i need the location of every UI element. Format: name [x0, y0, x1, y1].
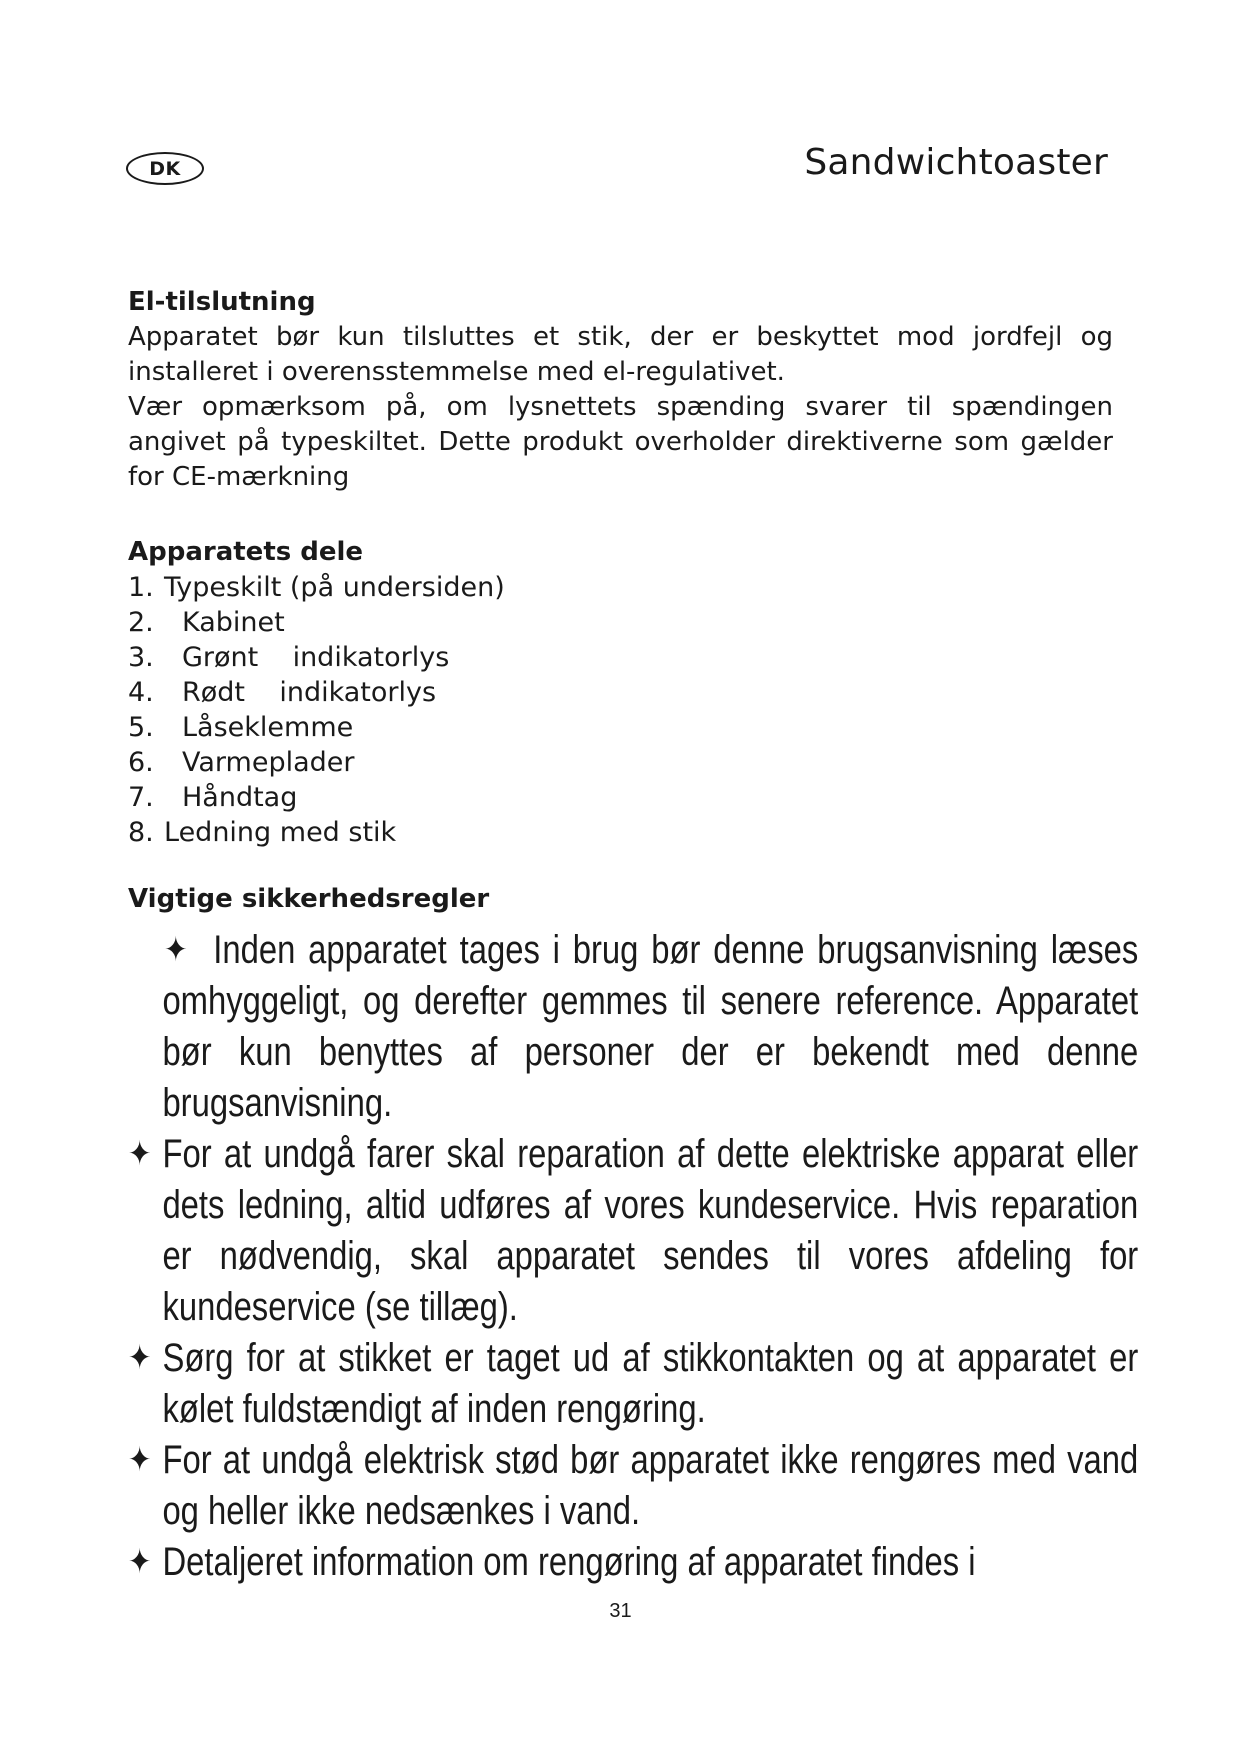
star-bullet-icon: ✦	[128, 1135, 152, 1173]
country-badge: DK	[126, 152, 204, 185]
star-bullet-icon: ✦	[128, 1441, 152, 1479]
safety-rule: ✦ For at undgå farer skal reparation af dette elektriske apparat eller dets ledning, altid udføres af vores kundeservice. Hvis reparation er nødvendig, skal apparatet sendes til vores afdeling for kundeservice (se tillæg).	[128, 1129, 1138, 1333]
list-item: 3. Grønt indikatorlys	[128, 642, 450, 673]
list-item: 4. Rødt indikatorlys	[128, 677, 437, 708]
list-item: 2. Kabinet	[128, 607, 285, 638]
paragraph-voltage: Vær opmærksom på, om lysnettets spænding svarer til spændingen angivet på typeskiltet. Dette produkt overholder direktiverne som gælder for CE-mærkning	[128, 392, 1113, 492]
list-item: 1. Typeskilt (på undersiden)	[128, 572, 505, 603]
section-sikkerhed-heading	[128, 882, 1113, 917]
star-bullet-icon: ✦	[164, 931, 188, 969]
list-item: 5. Låseklemme	[128, 712, 354, 743]
heading-sikkerhedsregler: Vigtige sikkerhedsregler	[128, 884, 490, 914]
parts-list	[128, 570, 1113, 850]
paragraph-connection: Apparatet bør kun tilsluttes et stik, der er beskyttet mod jordfejl og installeret i overensstemmelse med el-regulativet.	[128, 322, 1113, 387]
page-number: 31	[609, 1600, 632, 1622]
safety-rules-list	[128, 925, 1139, 1588]
safety-rule: ✦ Detaljeret information om rengøring af apparatet findes i	[128, 1537, 1138, 1588]
safety-rule: ✦ For at undgå elektrisk stød bør apparatet ikke rengøres med vand og heller ikke nedsænkes i vand.	[128, 1435, 1138, 1537]
section-el-tilslutning	[128, 285, 1113, 495]
safety-rule: ✦ Sørg for at stikket er taget ud af stikkontakten og at apparatet er kølet fuldstændigt af inden rengøring.	[128, 1333, 1138, 1435]
section-apparatets-dele	[128, 535, 1113, 850]
heading-el-tilslutning: El-tilslutning	[128, 287, 316, 317]
star-bullet-icon: ✦	[128, 1543, 152, 1581]
list-item: 6. Varmeplader	[128, 747, 355, 778]
list-item: 7. Håndtag	[128, 782, 298, 813]
document-title: Sandwichtoaster	[804, 142, 1108, 183]
safety-rule: ✦ Inden apparatet tages i brug bør denne brugsanvisning læses omhyggeligt, og derefter gemmes til senere reference. Apparatet bør kun benyttes af personer der er bekendt med denne brugsanvisning.	[128, 925, 1138, 1129]
heading-apparatets-dele: Apparatets dele	[128, 537, 364, 567]
star-bullet-icon: ✦	[128, 1339, 152, 1377]
list-item: 8. Ledning med stik	[128, 817, 397, 848]
